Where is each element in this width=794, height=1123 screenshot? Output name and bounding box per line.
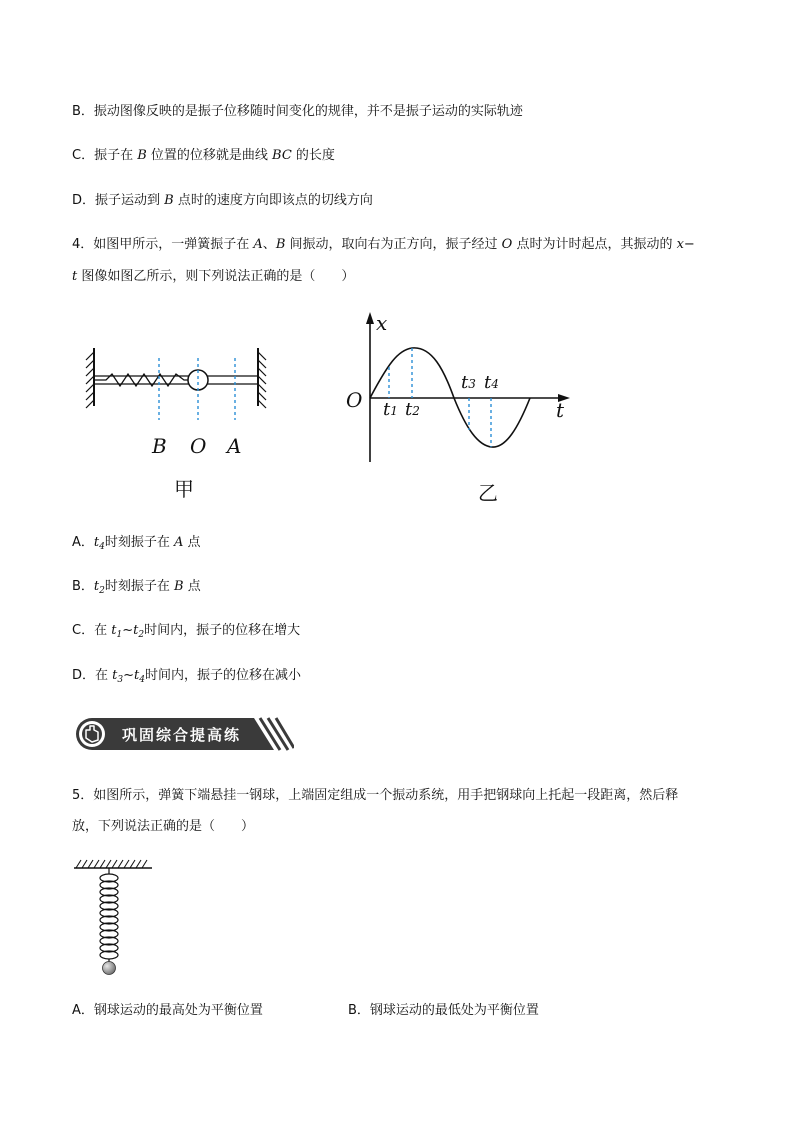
q3-option-b: B．振动图像反映的是振子位移随时间变化的规律，并不是振子运动的实际轨迹 xyxy=(72,104,523,119)
q3-option-c: C．振子在 B 位置的位移就是曲线 BC 的长度 xyxy=(72,148,335,163)
figure-hanging-spring xyxy=(70,856,160,978)
label-a: A xyxy=(227,434,242,458)
caption-yi: 乙 xyxy=(478,481,498,505)
q3-option-d: D．振子运动到 B 点时的速度方向即该点的切线方向 xyxy=(72,193,373,208)
hand-pointer-icon xyxy=(74,716,110,752)
t2-label: t2 xyxy=(405,399,420,420)
label-o: O xyxy=(190,434,207,458)
q5-stem-line2: 放，下列说法正确的是（ ） xyxy=(72,819,255,834)
q4-stem-line2: t 图像如图乙所示，则下列说法正确的是（ ） xyxy=(72,269,355,284)
origin-label: O xyxy=(346,388,363,412)
t1-label: t1 xyxy=(383,399,398,420)
q4-option-b: B．$t_2$时刻振子在 B 点 xyxy=(72,579,201,596)
figure-jia-spring-oscillator xyxy=(80,340,280,420)
t4-label: t4 xyxy=(484,372,499,393)
q5-option-a: A．钢球运动的最高处为平衡位置 xyxy=(72,1003,263,1018)
q5-option-b: B．钢球运动的最低处为平衡位置 xyxy=(348,1003,539,1018)
q4-option-c: C．在 $t_1\sim t_2$时间内，振子的位移在增大 xyxy=(72,623,301,640)
section-banner xyxy=(74,716,294,752)
label-b: B xyxy=(152,434,167,458)
t3-label: t3 xyxy=(461,372,476,393)
q4-option-a: A．$t_4$时刻振子在 A 点 xyxy=(72,535,201,552)
axis-t-label: t xyxy=(556,398,565,422)
q4-option-d: D．在 $t_3\sim t_4$时间内，振子的位移在减小 xyxy=(72,668,302,685)
axis-x-label: x xyxy=(376,311,388,335)
q4-stem-line1: 4．如图甲所示，一弹簧振子在 A、B 间振动，取向右为正方向，振子经过 O 点时为计时起点，其振动的 x− xyxy=(72,237,695,252)
caption-jia: 甲 xyxy=(174,477,194,501)
banner-title: 巩固综合提高练 xyxy=(122,726,242,744)
q5-stem-line1: 5．如图所示，弹簧下端悬挂一钢球，上端固定组成一个振动系统，用手把钢球向上托起一段距离，然后释 xyxy=(72,788,679,803)
